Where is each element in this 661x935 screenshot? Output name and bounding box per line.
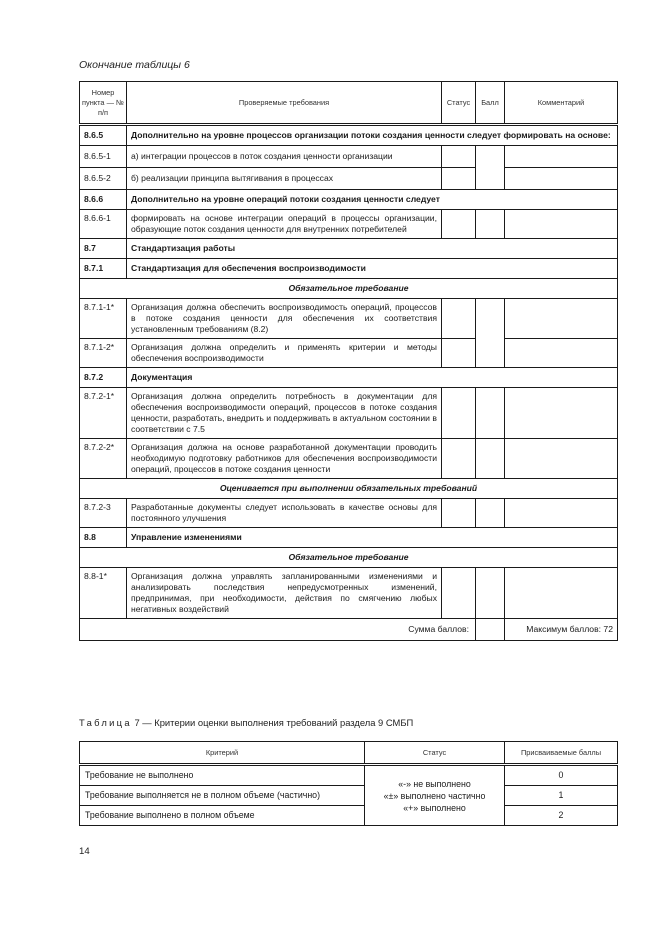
- section-title: Стандартизация работы: [127, 239, 618, 259]
- section-row: [80, 368, 618, 388]
- section-title: Дополнительно на уровне процессов организации потоки создания ценности следует формировать на основе:: [127, 125, 618, 146]
- item-number: 8.7.2-2*: [80, 439, 127, 479]
- status-cell[interactable]: [442, 388, 476, 439]
- item-number: 8.7: [80, 239, 127, 259]
- item-number: 8.7.1-1*: [80, 299, 127, 339]
- criterion-text: Требование выполняется не в полном объеме (частично): [80, 786, 365, 806]
- comment-cell[interactable]: [505, 146, 618, 168]
- subheading-row: [80, 279, 618, 299]
- section-row: [80, 259, 618, 279]
- header-status: Статус: [365, 742, 505, 765]
- requirement-text: Организация должна управлять запланированными изменениями и анализировать последствия непредусмотренных изменений, предпринимая, при необходимости, действия по смягчению любых негативных воздействий: [127, 568, 442, 619]
- item-number: 8.7.1-2*: [80, 339, 127, 368]
- requirement-text: б) реализации принципа вытягивания в процессах: [127, 168, 442, 190]
- requirement-row: [80, 439, 618, 479]
- criteria-table: [79, 741, 618, 826]
- status-legend: [365, 765, 505, 826]
- comment-cell[interactable]: [505, 499, 618, 528]
- section-row: [80, 528, 618, 548]
- page-number: 14: [79, 846, 90, 857]
- mandatory-requirement-subheading: Обязательное требование: [80, 279, 618, 299]
- table7-caption-text: 7 — Критерии оценки выполнения требований раздела 9 СМБП: [131, 717, 414, 728]
- sum-label: Сумма баллов:: [80, 619, 476, 641]
- score-cell[interactable]: [476, 499, 505, 528]
- score-cell[interactable]: [476, 210, 505, 239]
- requirement-text: формировать на основе интеграции операций в процессы организации, образующие поток создания ценности для внутренних потребителей: [127, 210, 442, 239]
- section-row: [80, 190, 618, 210]
- status-partial: «±» выполнено частично: [383, 790, 486, 801]
- requirement-text: а) интеграции процессов в поток создания ценности организации: [127, 146, 442, 168]
- item-number: 8.6.6: [80, 190, 127, 210]
- assigned-score: 2: [505, 806, 618, 826]
- requirement-text: Организация должна определить и применять критерии и методы обеспечения воспроизводимости: [127, 339, 442, 368]
- section-row: [80, 239, 618, 259]
- item-number: 8.6.5-1: [80, 146, 127, 168]
- status-cell[interactable]: [442, 168, 476, 190]
- status-cell[interactable]: [442, 339, 476, 368]
- comment-cell[interactable]: [505, 568, 618, 619]
- item-number: 8.6.6-1: [80, 210, 127, 239]
- table-header-row: [80, 742, 618, 765]
- status-cell[interactable]: [442, 499, 476, 528]
- header-comment: Комментарий: [505, 82, 618, 125]
- requirement-row: [80, 299, 618, 339]
- assigned-score: 1: [505, 786, 618, 806]
- criteria-row: [80, 786, 618, 806]
- comment-cell[interactable]: [505, 439, 618, 479]
- requirement-text: Организация должна обеспечить воспроизводимость операций, процессов в потоке создания ценности для обеспечения их соответствия установленным требованиям (8.2): [127, 299, 442, 339]
- status-cell[interactable]: [442, 299, 476, 339]
- score-cell[interactable]: [476, 568, 505, 619]
- section-row: [80, 125, 618, 146]
- section-title: Дополнительно на уровне операций потоки создания ценности следует: [127, 190, 618, 210]
- requirement-row: [80, 210, 618, 239]
- evaluated-subheading: Оценивается при выполнении обязательных требований: [80, 479, 618, 499]
- header-status: Статус: [442, 82, 476, 125]
- requirement-text: Организация должна определить потребность в документации для обеспечения воспроизводимости операций, процессов в потоке создания ценности, разработать, внедрить и поддерживать в актуальном состоянии в соответствии с 7.5: [127, 388, 442, 439]
- status-not-done: «-» не выполнено: [398, 778, 471, 789]
- criterion-text: Требование выполнено в полном объеме: [80, 806, 365, 826]
- header-score: Балл: [476, 82, 505, 125]
- mandatory-requirement-subheading: Обязательное требование: [80, 548, 618, 568]
- requirement-row: [80, 339, 618, 368]
- status-cell[interactable]: [442, 439, 476, 479]
- requirement-text: Организация должна на основе разработанной документации проводить необходимую подготовку работников для обеспечения воспроизводимости операций, процессов в потоке создания ценности: [127, 439, 442, 479]
- score-cell[interactable]: [476, 439, 505, 479]
- assigned-score: 0: [505, 765, 618, 786]
- item-number: 8.7.1: [80, 259, 127, 279]
- status-done: «+» выполнено: [403, 802, 466, 813]
- item-number: 8.7.2-1*: [80, 388, 127, 439]
- status-cell[interactable]: [442, 210, 476, 239]
- table-continuation-caption: Окончание таблицы 6: [79, 59, 190, 71]
- criteria-row: [80, 806, 618, 826]
- item-number: 8.8: [80, 528, 127, 548]
- section-title: Стандартизация для обеспечения воспроизводимости: [127, 259, 618, 279]
- table-header-row: [80, 82, 618, 125]
- requirement-row: [80, 146, 618, 168]
- comment-cell[interactable]: [505, 210, 618, 239]
- requirement-row: [80, 388, 618, 439]
- score-cell[interactable]: [476, 146, 505, 190]
- requirement-text: Разработанные документы следует использовать в качестве основы для постоянного улучшения: [127, 499, 442, 528]
- max-score: Максимум баллов: 72: [505, 619, 618, 641]
- score-cell[interactable]: [476, 388, 505, 439]
- requirement-row: [80, 499, 618, 528]
- sum-score-cell[interactable]: [476, 619, 505, 641]
- requirement-row: [80, 568, 618, 619]
- header-requirements: Проверяемые требования: [127, 82, 442, 125]
- comment-cell[interactable]: [505, 299, 618, 339]
- subheading-row: [80, 479, 618, 499]
- item-number: 8.7.2-3: [80, 499, 127, 528]
- section-title: Управление изменениями: [127, 528, 618, 548]
- score-cell[interactable]: [476, 299, 505, 368]
- requirements-table: [79, 81, 618, 641]
- header-criterion: Критерий: [80, 742, 365, 765]
- requirement-row: [80, 168, 618, 190]
- criteria-row: [80, 765, 618, 786]
- status-cell[interactable]: [442, 146, 476, 168]
- item-number: 8.7.2: [80, 368, 127, 388]
- table7-caption-prefix: Таблица: [79, 717, 132, 728]
- comment-cell[interactable]: [505, 168, 618, 190]
- header-number: Номер пункта — № п/п: [80, 82, 127, 125]
- subheading-row: [80, 548, 618, 568]
- comment-cell[interactable]: [505, 388, 618, 439]
- header-assigned-score: Присваиваемые баллы: [505, 742, 618, 765]
- item-number: 8.8-1*: [80, 568, 127, 619]
- item-number: 8.6.5-2: [80, 168, 127, 190]
- item-number: 8.6.5: [80, 125, 127, 146]
- comment-cell[interactable]: [505, 339, 618, 368]
- table7-caption: [79, 717, 413, 728]
- section-title: Документация: [127, 368, 618, 388]
- sum-row: [80, 619, 618, 641]
- status-cell[interactable]: [442, 568, 476, 619]
- criterion-text: Требование не выполнено: [80, 765, 365, 786]
